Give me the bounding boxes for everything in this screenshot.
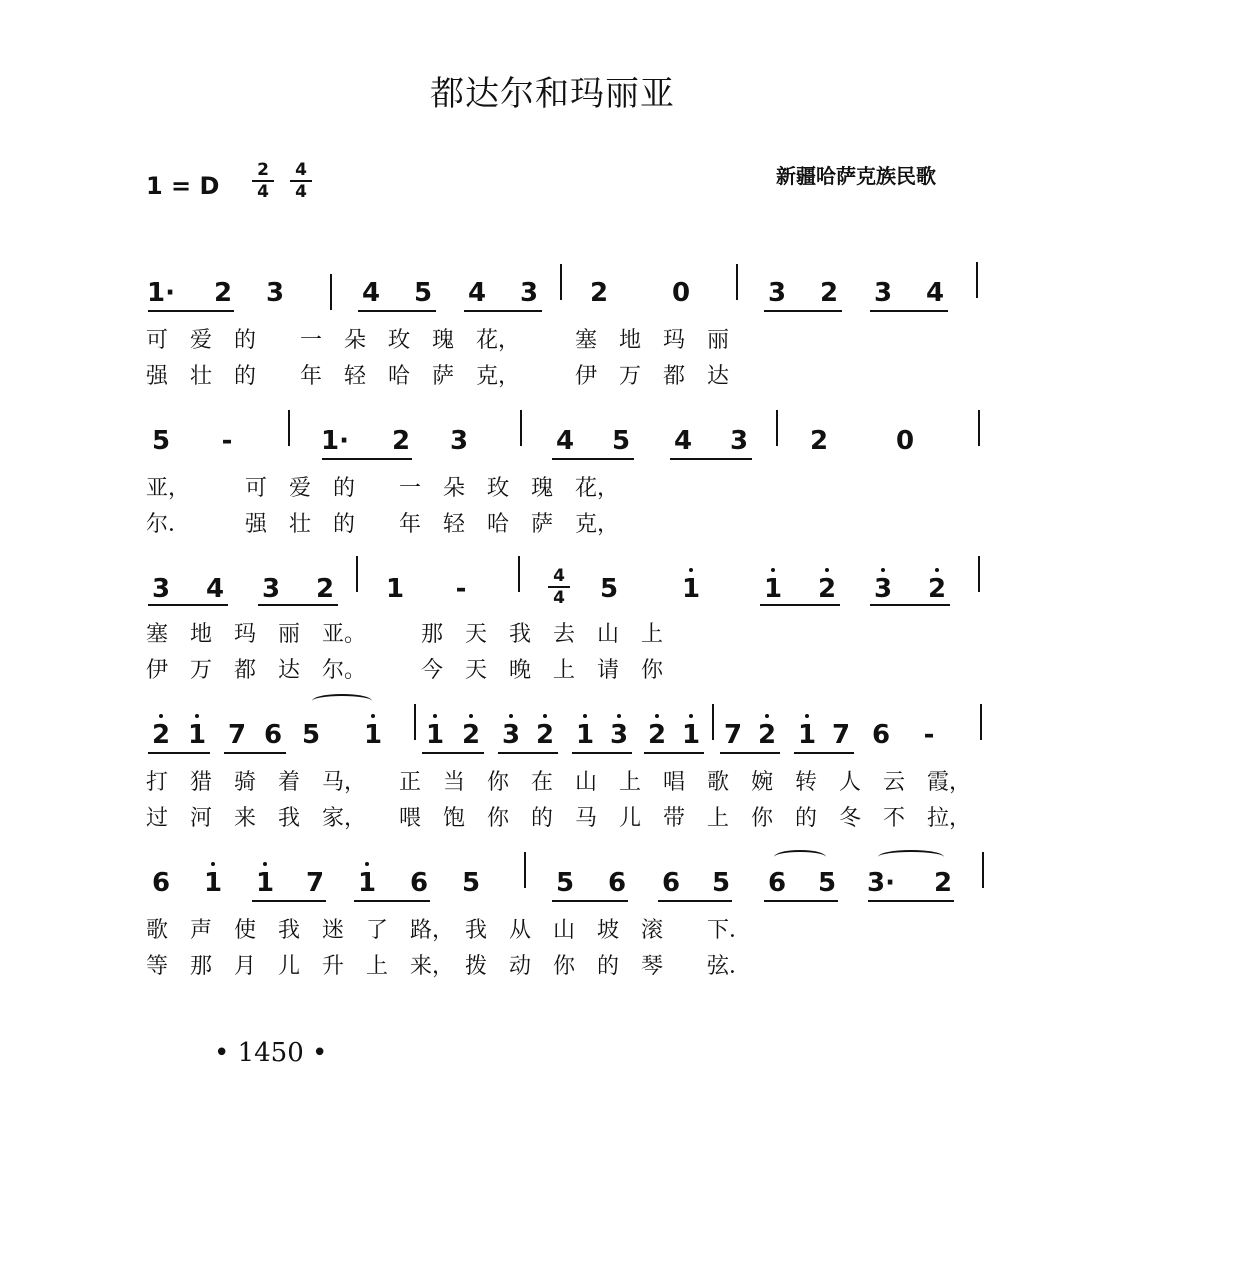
beam: [658, 900, 732, 902]
note: -: [221, 426, 233, 456]
time-signature-2-bottom: 4: [295, 182, 307, 202]
note: 5: [151, 426, 171, 456]
note: 0: [671, 278, 691, 308]
slur: [878, 850, 944, 864]
bar-line: [736, 264, 738, 300]
note: 2: [146, 720, 176, 750]
note: 1: [358, 720, 388, 750]
note: 3: [449, 426, 469, 456]
bar-line: [776, 410, 778, 446]
beam: [422, 752, 484, 754]
note: 7: [831, 720, 851, 750]
beam: [258, 604, 338, 606]
note: 3: [873, 278, 893, 308]
key-signature: 1 = D: [146, 172, 220, 200]
note: 2: [812, 574, 842, 604]
beam: [552, 900, 628, 902]
note: 3: [519, 278, 539, 308]
note: 3: [729, 426, 749, 456]
note: 3: [496, 720, 526, 750]
bar-line: [414, 704, 416, 740]
beam: [720, 752, 780, 754]
bar-line: [560, 264, 562, 300]
note: 1: [385, 574, 405, 604]
note: 6: [409, 868, 429, 898]
lyric-line-2: 伊 万 都 达 尔。 今 天 晚 上 请 你: [146, 658, 664, 683]
bar-line: [356, 556, 358, 592]
note: 5: [461, 868, 481, 898]
lyric-line-1: 打 猎 骑 着 马， 正 当 你 在 山 上 唱 歌 婉 转 人 云 霞，: [146, 770, 972, 795]
note: 4: [361, 278, 381, 308]
note: 6: [871, 720, 891, 750]
note: 3: [767, 278, 787, 308]
lyric-line-2: 尔． 强 壮 的 年 轻 哈 萨 克，: [146, 512, 620, 537]
beam: [760, 604, 840, 606]
note: 2: [752, 720, 782, 750]
beam: [224, 752, 286, 754]
lyric-line-2: 过 河 来 我 家， 喂 饱 你 的 马 儿 带 上 你 的 冬 不 拉，: [146, 806, 972, 831]
note: -: [455, 574, 467, 604]
bar-line: [978, 410, 980, 446]
note: 2: [456, 720, 486, 750]
note: 2: [391, 426, 411, 456]
note: 1: [420, 720, 450, 750]
beam: [572, 752, 632, 754]
note: 1: [676, 574, 706, 604]
note: 1: [198, 868, 228, 898]
note: 4: [205, 574, 225, 604]
beam: [252, 900, 326, 902]
bar-line: [980, 704, 982, 740]
note: 1·: [147, 278, 175, 308]
note: 3: [868, 574, 898, 604]
note: 4: [925, 278, 945, 308]
note: 2: [933, 868, 953, 898]
note: 6: [607, 868, 627, 898]
note: 4: [555, 426, 575, 456]
bar-line: [712, 704, 714, 740]
note: -: [923, 720, 935, 750]
beam: [794, 752, 854, 754]
note: 2: [213, 278, 233, 308]
slur: [774, 850, 826, 864]
time-signature-1: [252, 160, 274, 202]
note: 3·: [867, 868, 895, 898]
beam: [358, 310, 436, 312]
beam: [322, 458, 412, 460]
lyric-line-1: 歌 声 使 我 迷 了 路， 我 从 山 坡 滚 下．: [146, 918, 752, 943]
note: 3: [151, 574, 171, 604]
note: 1: [758, 574, 788, 604]
note: 3: [261, 574, 281, 604]
note: 7: [227, 720, 247, 750]
note: 5: [817, 868, 837, 898]
lyric-line-1: 可 爱 的 一 朵 玫 瑰 花， 塞 地 玛 丽: [146, 328, 730, 353]
lyric-line-2: 强 壮 的 年 轻 哈 萨 克， 伊 万 都 达: [146, 364, 730, 389]
note: 5: [555, 868, 575, 898]
lyric-line-1: 亚， 可 爱 的 一 朵 玫 瑰 花，: [146, 476, 620, 501]
note: 3: [265, 278, 285, 308]
bar-line: [288, 410, 290, 446]
note: 5: [711, 868, 731, 898]
note: 2: [642, 720, 672, 750]
note: 1: [570, 720, 600, 750]
note: 1: [250, 868, 280, 898]
page-number: • 1450 •: [214, 1038, 328, 1068]
note: 6: [661, 868, 681, 898]
bar-line: [518, 556, 520, 592]
lyric-line-2: 等 那 月 儿 升 上 来， 拨 动 你 的 琴 弦．: [146, 954, 752, 979]
beam: [552, 458, 634, 460]
beam: [148, 752, 210, 754]
note: 6: [263, 720, 283, 750]
bar-line: [520, 410, 522, 446]
beam: [148, 604, 228, 606]
note: 5: [301, 720, 321, 750]
note: 2: [315, 574, 335, 604]
note: 1: [182, 720, 212, 750]
note: 4: [673, 426, 693, 456]
note: 6: [767, 868, 787, 898]
beam: [870, 310, 948, 312]
note: 7: [305, 868, 325, 898]
slur: [312, 694, 372, 708]
beam: [644, 752, 704, 754]
song-title: 都达尔和玛丽亚: [430, 74, 675, 114]
note: 2: [530, 720, 560, 750]
song-source: 新疆哈萨克族民歌: [776, 164, 936, 188]
bar-line: [330, 274, 332, 310]
note: 6: [151, 868, 171, 898]
note: 5: [599, 574, 619, 604]
beam: [868, 900, 954, 902]
note: 1: [676, 720, 706, 750]
bar-line: [976, 262, 978, 298]
beam: [764, 310, 842, 312]
bar-line: [978, 556, 980, 592]
beam: [354, 900, 430, 902]
beam: [764, 900, 838, 902]
note: 5: [611, 426, 631, 456]
note: 2: [819, 278, 839, 308]
beam: [870, 604, 950, 606]
note: 0: [895, 426, 915, 456]
note: 1: [792, 720, 822, 750]
note: 7: [723, 720, 743, 750]
time-signature-change: 4 4: [548, 566, 570, 608]
time-signature-2-top: 4: [290, 160, 312, 182]
note: 2: [589, 278, 609, 308]
note: 5: [413, 278, 433, 308]
bar-line: [982, 852, 984, 888]
time-signature-2: [290, 160, 312, 202]
note: 1·: [321, 426, 349, 456]
beam: [498, 752, 558, 754]
beam: [670, 458, 752, 460]
note: 2: [922, 574, 952, 604]
note: 3: [604, 720, 634, 750]
lyric-line-1: 塞 地 玛 丽 亚。 那 天 我 去 山 上: [146, 622, 664, 647]
note: 2: [809, 426, 829, 456]
time-signature-1-top: 2: [252, 160, 274, 182]
time-signature-1-bottom: 4: [257, 182, 269, 202]
note: 1: [352, 868, 382, 898]
beam: [464, 310, 542, 312]
note: 4: [467, 278, 487, 308]
bar-line: [524, 852, 526, 888]
beam: [148, 310, 234, 312]
